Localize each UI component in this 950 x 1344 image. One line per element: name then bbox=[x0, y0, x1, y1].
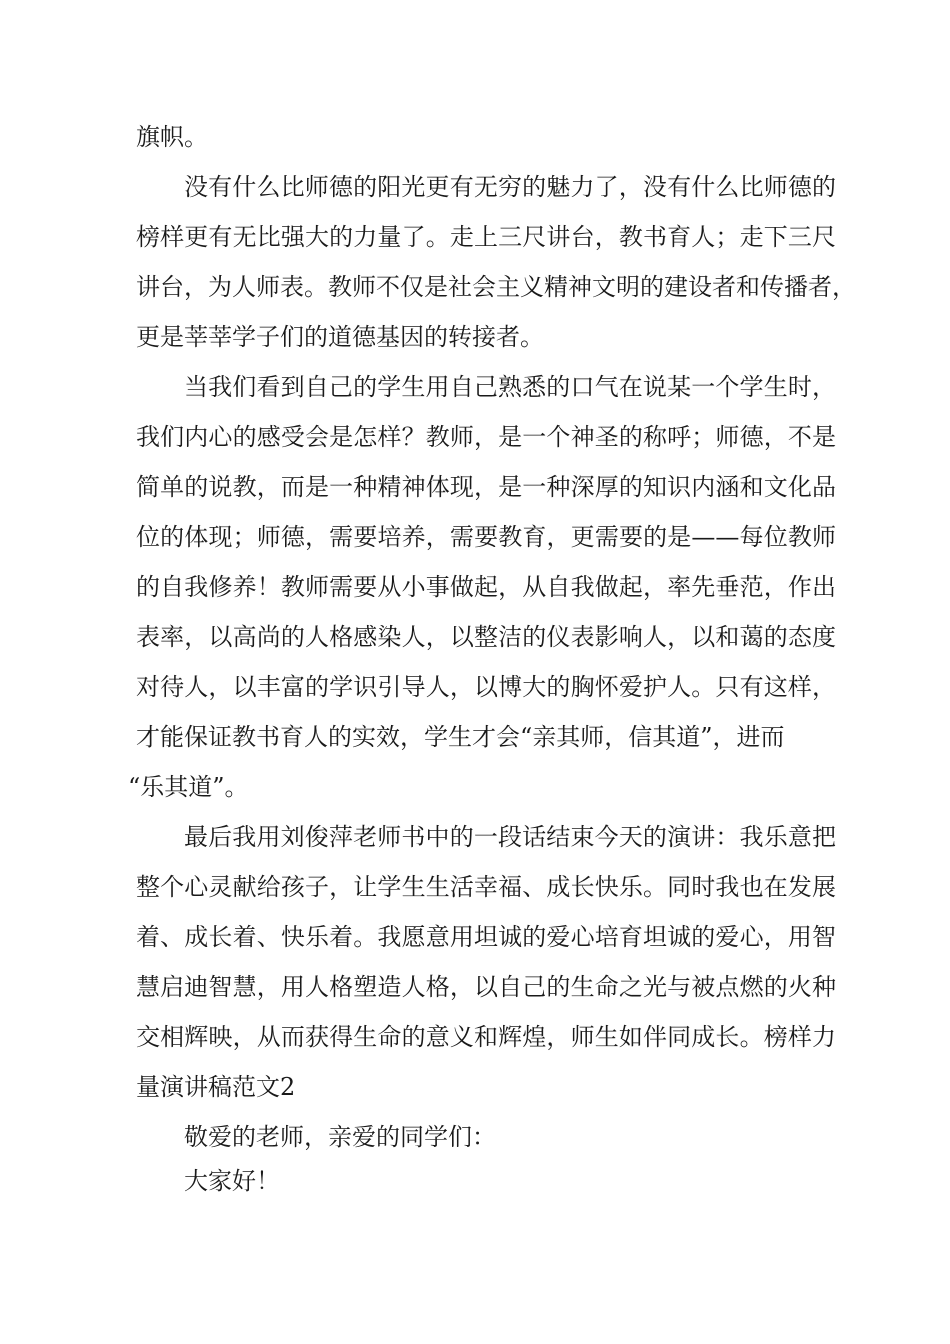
text-line: 才能保证教书育人的实效，学生才会“亲其师，信其道”，进而 bbox=[136, 723, 785, 751]
text-line: 整个心灵献给孩子，让学生生活幸福、成长快乐。同时我也在发展 bbox=[136, 873, 836, 901]
text-line: 我们内心的感受会是怎样？教师，是一个神圣的称呼；师德，不是 bbox=[136, 423, 836, 451]
text-line: 慧启迪智慧，用人格塑造人格，以自己的生命之光与被点燃的火种 bbox=[136, 973, 836, 1001]
text-line: 对待人，以丰富的学识引导人，以博大的胸怀爱护人。只有这样， bbox=[136, 673, 836, 701]
text-line: 交相辉映，从而获得生命的意义和辉煌，师生如伴同成长。榜样力 bbox=[136, 1023, 836, 1051]
text-line: 表率，以高尚的人格感染人，以整洁的仪表影响人，以和蔼的态度 bbox=[136, 623, 836, 651]
text-line: 榜样更有无比强大的力量了。走上三尺讲台，教书育人；走下三尺 bbox=[136, 223, 836, 251]
text-line: 位的体现；师德，需要培养，需要教育，更需要的是——每位教师 bbox=[136, 523, 836, 551]
greeting-line: 大家好！ bbox=[184, 1167, 280, 1195]
text-line: “乐其道”。 bbox=[128, 773, 249, 801]
text-line: 简单的说教，而是一种精神体现，是一种深厚的知识内涵和文化品 bbox=[136, 473, 836, 501]
text-line: 更是莘莘学子们的道德基因的转接者。 bbox=[136, 323, 544, 351]
text-line: 没有什么比师德的阳光更有无穷的魅力了，没有什么比师德的 bbox=[184, 173, 836, 201]
text-line: 量演讲稿范文2 bbox=[136, 1073, 296, 1101]
text-line: 讲台，为人师表。教师不仅是社会主义精神文明的建设者和传播者， bbox=[136, 273, 856, 301]
text-line: 旗帜。 bbox=[136, 123, 208, 151]
text-line: 的自我修养！教师需要从小事做起，从自我做起，率先垂范，作出 bbox=[136, 573, 836, 601]
text-line: 着、成长着、快乐着。我愿意用坦诚的爱心培育坦诚的爱心，用智 bbox=[136, 923, 836, 951]
text-line: 最后我用刘俊萍老师书中的一段话结束今天的演讲：我乐意把 bbox=[184, 823, 836, 851]
salutation-line: 敬爱的老师，亲爱的同学们： bbox=[184, 1123, 496, 1151]
text-line: 当我们看到自己的学生用自己熟悉的口气在说某一个学生时， bbox=[184, 373, 836, 401]
